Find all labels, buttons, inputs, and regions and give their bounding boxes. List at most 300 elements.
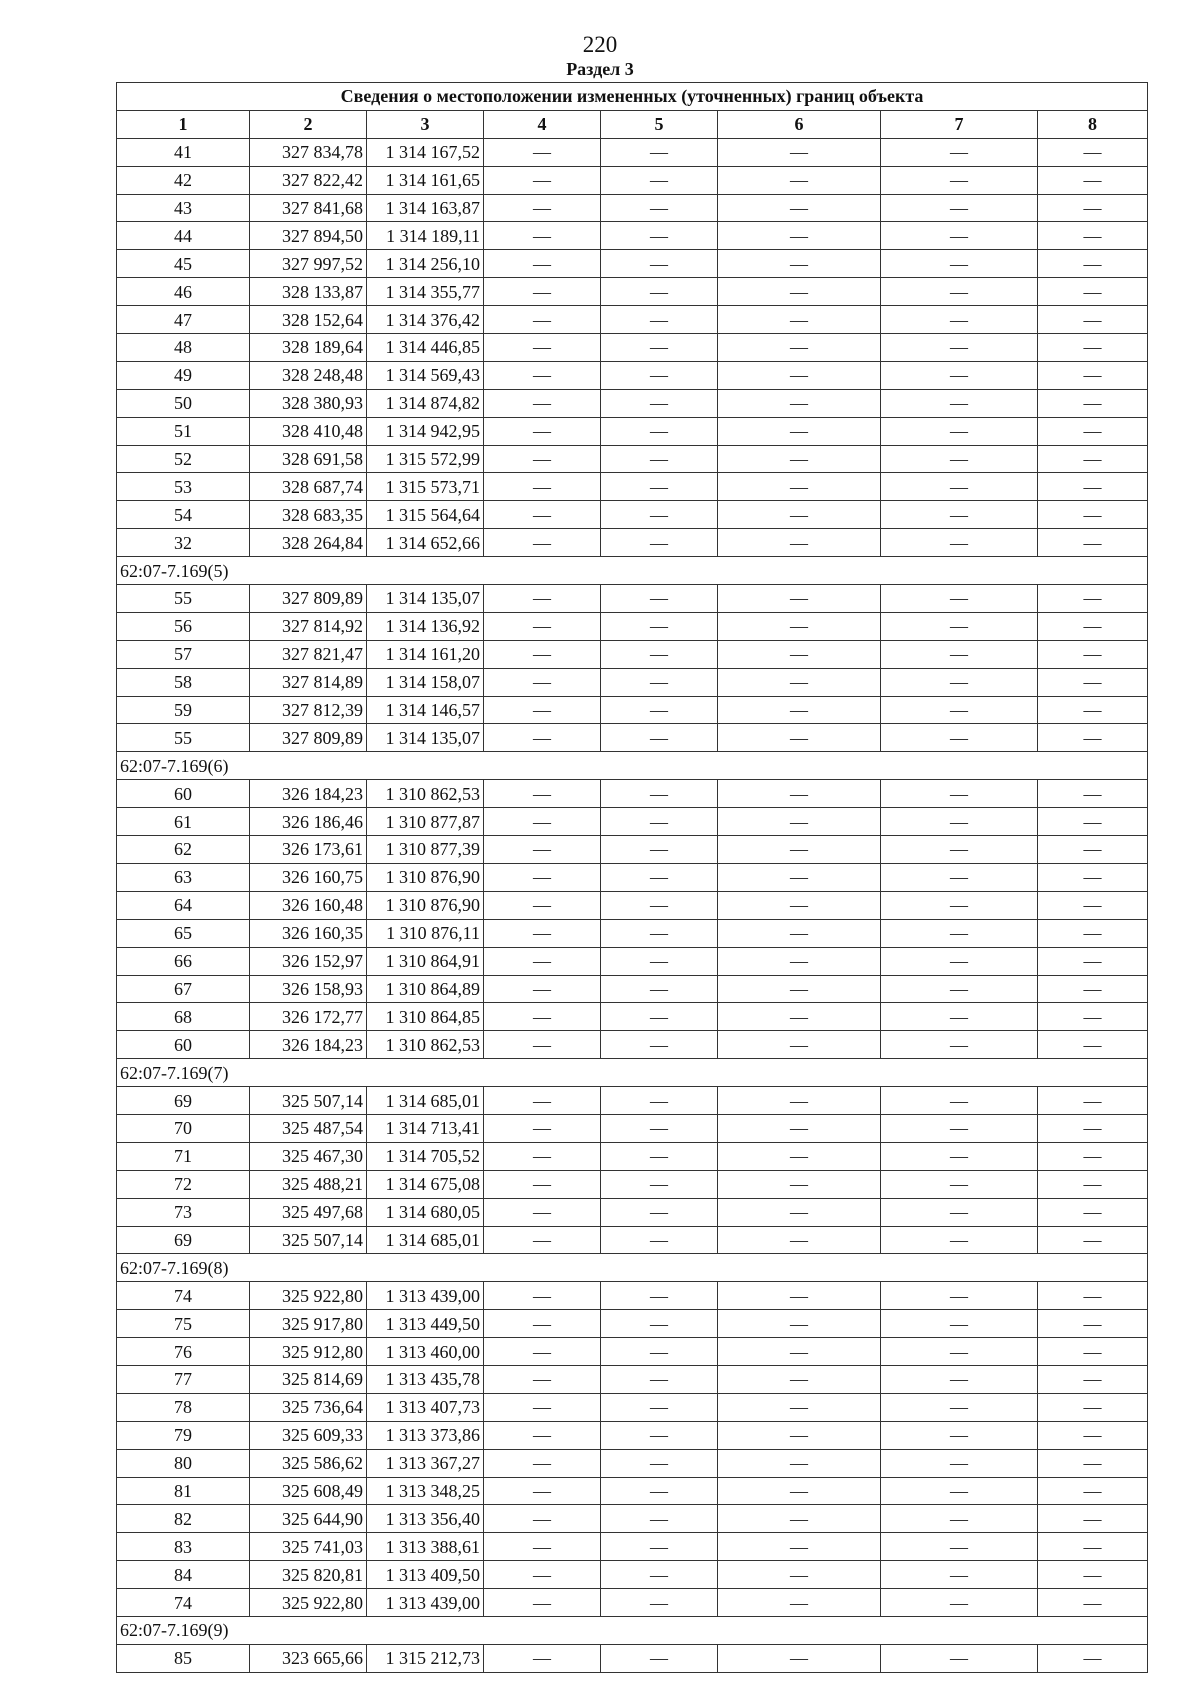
point-number: 66: [117, 947, 250, 975]
page-number: 220: [582, 32, 618, 57]
empty-cell: —: [484, 473, 601, 501]
coordinate-x: 326 160,35: [250, 919, 367, 947]
coordinate-x: 328 152,64: [250, 306, 367, 334]
empty-cell: —: [881, 919, 1038, 947]
point-number: 84: [117, 1561, 250, 1589]
column-header: 4: [484, 110, 601, 138]
point-number: 80: [117, 1449, 250, 1477]
coordinate-y: 1 313 439,00: [367, 1282, 484, 1310]
empty-cell: —: [881, 138, 1038, 166]
empty-cell: —: [601, 585, 718, 613]
coordinate-x: 325 507,14: [250, 1226, 367, 1254]
empty-cell: —: [718, 780, 881, 808]
table-row: [117, 306, 1148, 334]
table-row: [117, 1003, 1148, 1031]
coordinate-y: 1 314 376,42: [367, 306, 484, 334]
coordinate-x: 326 152,97: [250, 947, 367, 975]
empty-cell: —: [484, 166, 601, 194]
empty-cell: —: [601, 1170, 718, 1198]
column-header: 8: [1038, 110, 1148, 138]
empty-cell: —: [601, 138, 718, 166]
coordinate-x: 326 158,93: [250, 975, 367, 1003]
empty-cell: —: [484, 1282, 601, 1310]
empty-cell: —: [601, 1589, 718, 1617]
coordinate-x: 325 487,54: [250, 1114, 367, 1142]
table-row: [117, 1170, 1148, 1198]
group-header-row: [117, 752, 1148, 780]
empty-cell: —: [601, 612, 718, 640]
table-row: [117, 138, 1148, 166]
point-number: 81: [117, 1477, 250, 1505]
empty-cell: —: [718, 166, 881, 194]
empty-cell: —: [601, 334, 718, 362]
table-row: [117, 947, 1148, 975]
coordinate-x: 325 917,80: [250, 1310, 367, 1338]
empty-cell: —: [484, 1365, 601, 1393]
empty-cell: —: [1038, 1644, 1148, 1672]
empty-cell: —: [718, 1142, 881, 1170]
coordinate-x: 326 184,23: [250, 1031, 367, 1059]
empty-cell: —: [881, 780, 1038, 808]
empty-cell: —: [718, 1170, 881, 1198]
table-row: [117, 1087, 1148, 1115]
coordinate-y: 1 313 409,50: [367, 1561, 484, 1589]
coordinate-x: 326 173,61: [250, 836, 367, 864]
empty-cell: —: [718, 919, 881, 947]
empty-cell: —: [881, 250, 1038, 278]
table-row: [117, 1449, 1148, 1477]
empty-cell: —: [484, 724, 601, 752]
coordinate-x: 327 821,47: [250, 640, 367, 668]
coordinate-y: 1 314 685,01: [367, 1087, 484, 1115]
coordinate-x: 328 683,35: [250, 501, 367, 529]
coordinate-y: 1 310 864,91: [367, 947, 484, 975]
empty-cell: —: [484, 1226, 601, 1254]
point-number: 59: [117, 696, 250, 724]
empty-cell: —: [601, 1505, 718, 1533]
empty-cell: —: [1038, 1003, 1148, 1031]
empty-cell: —: [1038, 529, 1148, 557]
empty-cell: —: [484, 1421, 601, 1449]
point-number: 55: [117, 724, 250, 752]
empty-cell: —: [601, 947, 718, 975]
coordinate-x: 328 248,48: [250, 361, 367, 389]
empty-cell: —: [881, 1114, 1038, 1142]
empty-cell: —: [601, 1031, 718, 1059]
empty-cell: —: [601, 166, 718, 194]
empty-cell: —: [1038, 1421, 1148, 1449]
coordinate-y: 1 314 161,65: [367, 166, 484, 194]
empty-cell: —: [718, 529, 881, 557]
empty-cell: —: [718, 1477, 881, 1505]
empty-cell: —: [601, 1226, 718, 1254]
point-number: 73: [117, 1198, 250, 1226]
coordinate-x: 325 922,80: [250, 1282, 367, 1310]
empty-cell: —: [484, 780, 601, 808]
empty-cell: —: [601, 194, 718, 222]
empty-cell: —: [601, 473, 718, 501]
empty-cell: —: [601, 1310, 718, 1338]
empty-cell: —: [1038, 808, 1148, 836]
empty-cell: —: [484, 250, 601, 278]
empty-cell: —: [484, 1114, 601, 1142]
table-row: [117, 1505, 1148, 1533]
empty-cell: —: [601, 1087, 718, 1115]
empty-cell: —: [484, 222, 601, 250]
empty-cell: —: [601, 1142, 718, 1170]
coordinate-y: 1 314 680,05: [367, 1198, 484, 1226]
point-number: 58: [117, 668, 250, 696]
empty-cell: —: [1038, 417, 1148, 445]
empty-cell: —: [1038, 473, 1148, 501]
coordinate-x: 328 691,58: [250, 445, 367, 473]
empty-cell: —: [881, 1170, 1038, 1198]
empty-cell: —: [484, 1310, 601, 1338]
empty-cell: —: [1038, 891, 1148, 919]
coordinate-y: 1 314 189,11: [367, 222, 484, 250]
point-number: 70: [117, 1114, 250, 1142]
empty-cell: —: [881, 417, 1038, 445]
empty-cell: —: [718, 1226, 881, 1254]
table-row: [117, 696, 1148, 724]
empty-cell: —: [718, 668, 881, 696]
coordinate-y: 1 314 705,52: [367, 1142, 484, 1170]
empty-cell: —: [484, 445, 601, 473]
empty-cell: —: [881, 1282, 1038, 1310]
empty-cell: —: [881, 1449, 1038, 1477]
empty-cell: —: [484, 1505, 601, 1533]
empty-cell: —: [881, 975, 1038, 1003]
empty-cell: —: [881, 529, 1038, 557]
point-number: 52: [117, 445, 250, 473]
empty-cell: —: [881, 389, 1038, 417]
empty-cell: —: [1038, 334, 1148, 362]
column-header-row: [117, 110, 1148, 138]
empty-cell: —: [1038, 166, 1148, 194]
point-number: 54: [117, 501, 250, 529]
empty-cell: —: [1038, 389, 1148, 417]
empty-cell: —: [881, 696, 1038, 724]
coordinate-y: 1 313 367,27: [367, 1449, 484, 1477]
coordinate-y: 1 310 864,89: [367, 975, 484, 1003]
coordinate-y: 1 313 348,25: [367, 1477, 484, 1505]
empty-cell: —: [1038, 1589, 1148, 1617]
empty-cell: —: [1038, 361, 1148, 389]
empty-cell: —: [484, 1561, 601, 1589]
empty-cell: —: [601, 891, 718, 919]
coordinate-y: 1 314 713,41: [367, 1114, 484, 1142]
empty-cell: —: [484, 529, 601, 557]
point-number: 47: [117, 306, 250, 334]
empty-cell: —: [718, 278, 881, 306]
empty-cell: —: [881, 1393, 1038, 1421]
empty-cell: —: [601, 668, 718, 696]
empty-cell: —: [1038, 1393, 1148, 1421]
coordinate-x: 325 608,49: [250, 1477, 367, 1505]
empty-cell: —: [881, 947, 1038, 975]
empty-cell: —: [881, 640, 1038, 668]
empty-cell: —: [718, 1505, 881, 1533]
empty-cell: —: [484, 947, 601, 975]
empty-cell: —: [1038, 780, 1148, 808]
empty-cell: —: [1038, 306, 1148, 334]
empty-cell: —: [1038, 1031, 1148, 1059]
coordinate-x: 328 133,87: [250, 278, 367, 306]
coordinate-x: 326 160,48: [250, 891, 367, 919]
empty-cell: —: [881, 1421, 1038, 1449]
empty-cell: —: [1038, 612, 1148, 640]
empty-cell: —: [1038, 1226, 1148, 1254]
empty-cell: —: [718, 724, 881, 752]
point-number: 60: [117, 1031, 250, 1059]
column-header: 5: [601, 110, 718, 138]
coordinate-y: 1 314 256,10: [367, 250, 484, 278]
empty-cell: —: [601, 1198, 718, 1226]
empty-cell: —: [718, 808, 881, 836]
empty-cell: —: [718, 947, 881, 975]
empty-cell: —: [1038, 724, 1148, 752]
empty-cell: —: [1038, 1505, 1148, 1533]
coordinate-y: 1 310 877,39: [367, 836, 484, 864]
table-row: [117, 1198, 1148, 1226]
coordinate-x: 326 186,46: [250, 808, 367, 836]
table-row: [117, 1226, 1148, 1254]
empty-cell: —: [484, 389, 601, 417]
empty-cell: —: [484, 1449, 601, 1477]
coordinate-y: 1 310 862,53: [367, 1031, 484, 1059]
empty-cell: —: [1038, 1142, 1148, 1170]
empty-cell: —: [718, 250, 881, 278]
point-number: 56: [117, 612, 250, 640]
empty-cell: —: [1038, 696, 1148, 724]
coordinate-y: 1 310 862,53: [367, 780, 484, 808]
empty-cell: —: [881, 222, 1038, 250]
empty-cell: —: [718, 473, 881, 501]
coordinate-x: 325 912,80: [250, 1338, 367, 1366]
empty-cell: —: [484, 1589, 601, 1617]
empty-cell: —: [601, 1114, 718, 1142]
empty-cell: —: [881, 1589, 1038, 1617]
coordinate-y: 1 313 435,78: [367, 1365, 484, 1393]
coordinate-x: 327 822,42: [250, 166, 367, 194]
coordinate-y: 1 313 388,61: [367, 1533, 484, 1561]
point-number: 41: [117, 138, 250, 166]
coordinate-y: 1 314 146,57: [367, 696, 484, 724]
coordinate-y: 1 313 460,00: [367, 1338, 484, 1366]
table-row: [117, 1365, 1148, 1393]
empty-cell: —: [1038, 1449, 1148, 1477]
point-number: 44: [117, 222, 250, 250]
empty-cell: —: [881, 891, 1038, 919]
coordinate-x: 325 814,69: [250, 1365, 367, 1393]
empty-cell: —: [601, 696, 718, 724]
empty-cell: —: [601, 919, 718, 947]
table-row: [117, 724, 1148, 752]
empty-cell: —: [1038, 1198, 1148, 1226]
table-row: [117, 194, 1148, 222]
empty-cell: —: [718, 1421, 881, 1449]
empty-cell: —: [601, 1282, 718, 1310]
point-number: 71: [117, 1142, 250, 1170]
empty-cell: —: [881, 306, 1038, 334]
point-number: 62: [117, 836, 250, 864]
empty-cell: —: [1038, 919, 1148, 947]
coordinate-x: 327 809,89: [250, 585, 367, 613]
empty-cell: —: [718, 640, 881, 668]
point-number: 77: [117, 1365, 250, 1393]
empty-cell: —: [601, 836, 718, 864]
table-row: [117, 836, 1148, 864]
empty-cell: —: [1038, 1338, 1148, 1366]
coordinate-x: 327 834,78: [250, 138, 367, 166]
coordinate-y: 1 313 449,50: [367, 1310, 484, 1338]
empty-cell: —: [881, 194, 1038, 222]
empty-cell: —: [484, 1338, 601, 1366]
coordinate-y: 1 314 158,07: [367, 668, 484, 696]
empty-cell: —: [601, 863, 718, 891]
empty-cell: —: [484, 306, 601, 334]
empty-cell: —: [484, 891, 601, 919]
empty-cell: —: [718, 1003, 881, 1031]
empty-cell: —: [1038, 1533, 1148, 1561]
group-label: 62:07-7.169(8): [117, 1254, 1148, 1282]
empty-cell: —: [718, 1087, 881, 1115]
coordinate-x: 327 814,92: [250, 612, 367, 640]
empty-cell: —: [881, 585, 1038, 613]
empty-cell: —: [881, 1310, 1038, 1338]
coordinate-y: 1 310 864,85: [367, 1003, 484, 1031]
empty-cell: —: [718, 1365, 881, 1393]
empty-cell: —: [1038, 445, 1148, 473]
empty-cell: —: [1038, 863, 1148, 891]
group-header-row: [117, 557, 1148, 585]
empty-cell: —: [718, 1338, 881, 1366]
point-number: 55: [117, 585, 250, 613]
point-number: 51: [117, 417, 250, 445]
empty-cell: —: [718, 891, 881, 919]
coordinate-x: 325 507,14: [250, 1087, 367, 1115]
coordinate-y: 1 314 135,07: [367, 724, 484, 752]
empty-cell: —: [484, 640, 601, 668]
group-label: 62:07-7.169(6): [117, 752, 1148, 780]
empty-cell: —: [718, 585, 881, 613]
coordinate-y: 1 310 877,87: [367, 808, 484, 836]
point-number: 64: [117, 891, 250, 919]
table-row: [117, 919, 1148, 947]
table-row: [117, 250, 1148, 278]
empty-cell: —: [484, 919, 601, 947]
empty-cell: —: [881, 445, 1038, 473]
point-number: 53: [117, 473, 250, 501]
empty-cell: —: [1038, 1114, 1148, 1142]
empty-cell: —: [484, 194, 601, 222]
table-row: [117, 501, 1148, 529]
group-label: 62:07-7.169(9): [117, 1616, 1148, 1644]
table-row: [117, 668, 1148, 696]
coordinate-x: 325 644,90: [250, 1505, 367, 1533]
table-row: [117, 1142, 1148, 1170]
coordinate-y: 1 314 355,77: [367, 278, 484, 306]
table-row: [117, 1561, 1148, 1589]
coordinate-y: 1 310 876,90: [367, 891, 484, 919]
coordinate-x: 328 410,48: [250, 417, 367, 445]
empty-cell: —: [718, 975, 881, 1003]
empty-cell: —: [484, 1003, 601, 1031]
coordinate-y: 1 314 942,95: [367, 417, 484, 445]
group-label: 62:07-7.169(5): [117, 557, 1148, 585]
empty-cell: —: [881, 724, 1038, 752]
coordinate-y: 1 314 874,82: [367, 389, 484, 417]
empty-cell: —: [718, 1589, 881, 1617]
empty-cell: —: [601, 501, 718, 529]
empty-cell: —: [718, 612, 881, 640]
empty-cell: —: [718, 1644, 881, 1672]
empty-cell: —: [484, 1031, 601, 1059]
column-header: 3: [367, 110, 484, 138]
point-number: 68: [117, 1003, 250, 1031]
empty-cell: —: [1038, 1561, 1148, 1589]
point-number: 49: [117, 361, 250, 389]
empty-cell: —: [1038, 501, 1148, 529]
coordinate-y: 1 314 569,43: [367, 361, 484, 389]
coordinate-y: 1 313 439,00: [367, 1589, 484, 1617]
table-row: [117, 1644, 1148, 1672]
table-row: [117, 585, 1148, 613]
empty-cell: —: [484, 612, 601, 640]
empty-cell: —: [718, 1114, 881, 1142]
coordinate-x: 327 814,89: [250, 668, 367, 696]
empty-cell: —: [601, 306, 718, 334]
empty-cell: —: [1038, 836, 1148, 864]
coordinate-x: 325 497,68: [250, 1198, 367, 1226]
empty-cell: —: [1038, 1477, 1148, 1505]
coordinate-y: 1 314 675,08: [367, 1170, 484, 1198]
point-number: 78: [117, 1393, 250, 1421]
group-header-row: [117, 1254, 1148, 1282]
empty-cell: —: [1038, 585, 1148, 613]
empty-cell: —: [881, 1505, 1038, 1533]
empty-cell: —: [718, 1449, 881, 1477]
empty-cell: —: [718, 445, 881, 473]
coordinate-x: 325 467,30: [250, 1142, 367, 1170]
table-row: [117, 529, 1148, 557]
empty-cell: —: [718, 1282, 881, 1310]
point-number: 83: [117, 1533, 250, 1561]
table-caption-row: [117, 83, 1148, 111]
empty-cell: —: [601, 780, 718, 808]
coordinate-x: 325 736,64: [250, 1393, 367, 1421]
coordinate-x: 328 189,64: [250, 334, 367, 362]
column-header: 2: [250, 110, 367, 138]
empty-cell: —: [881, 473, 1038, 501]
empty-cell: —: [1038, 1087, 1148, 1115]
point-number: 60: [117, 780, 250, 808]
empty-cell: —: [1038, 975, 1148, 1003]
table-row: [117, 975, 1148, 1003]
table-row: [117, 389, 1148, 417]
table-row: [117, 278, 1148, 306]
empty-cell: —: [484, 863, 601, 891]
table-row: [117, 1310, 1148, 1338]
empty-cell: —: [484, 975, 601, 1003]
point-number: 76: [117, 1338, 250, 1366]
empty-cell: —: [484, 1477, 601, 1505]
point-number: 61: [117, 808, 250, 836]
point-number: 32: [117, 529, 250, 557]
empty-cell: —: [1038, 947, 1148, 975]
empty-cell: —: [718, 194, 881, 222]
empty-cell: —: [1038, 668, 1148, 696]
